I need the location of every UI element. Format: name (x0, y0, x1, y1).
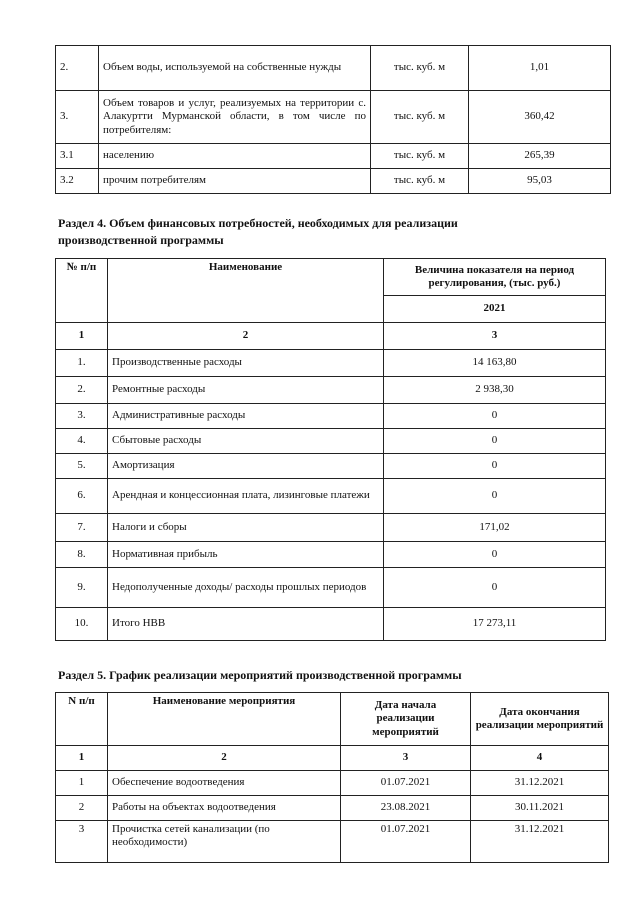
row-value: 1,01 (469, 46, 611, 91)
table-row (56, 514, 606, 542)
row-name: Прочистка сетей канализации (по необходимости) (108, 821, 341, 863)
row-name: Сбытовые расходы (108, 429, 384, 454)
row-name: Производственные расходы (108, 350, 384, 377)
table-row (56, 454, 606, 479)
table-row (56, 479, 606, 514)
row-name: Объем воды, используемой на собственные нужды (99, 46, 371, 91)
row-value: 265,39 (469, 144, 611, 169)
row-name: прочим потребителям (99, 169, 371, 194)
schedule-table (55, 692, 609, 863)
header-value: Величина показателя на период регулирования, (тыс. руб.) (384, 259, 606, 296)
row-value: 0 (384, 454, 606, 479)
row-end-date: 30.11.2021 (471, 796, 609, 821)
section-5-title: Раздел 5. График реализации мероприятий производственной программы (58, 668, 462, 682)
row-number: 2 (56, 796, 108, 821)
row-value: 2 938,30 (384, 377, 606, 404)
row-name: Арендная и концессионная плата, лизинговые платежи (108, 479, 384, 514)
header-num: N п/п (56, 693, 108, 746)
table-row (56, 771, 609, 796)
row-name: Налоги и сборы (108, 514, 384, 542)
row-name: Работы на объектах водоотведения (108, 796, 341, 821)
row-number: 10. (56, 608, 108, 641)
row-unit: тыс. куб. м (371, 91, 469, 144)
header-start: Дата начала реализации мероприятий (341, 693, 471, 746)
row-name: Нормативная прибыль (108, 542, 384, 568)
section-4-title: Раздел 4. Объем финансовых потребностей, необходимых для реализации производственной программы (58, 216, 458, 247)
row-end-date: 31.12.2021 (471, 771, 609, 796)
row-name: населению (99, 144, 371, 169)
table-row (56, 350, 606, 377)
row-number: 3. (56, 404, 108, 429)
row-unit: тыс. куб. м (371, 144, 469, 169)
row-number: 4. (56, 429, 108, 454)
row-number: 1. (56, 350, 108, 377)
row-value: 14 163,80 (384, 350, 606, 377)
table-row (56, 144, 611, 169)
row-number: 2. (56, 46, 99, 91)
row-unit: тыс. куб. м (371, 46, 469, 91)
row-value: 0 (384, 568, 606, 608)
row-start-date: 01.07.2021 (341, 771, 471, 796)
row-value: 95,03 (469, 169, 611, 194)
header-name: Наименование мероприятия (108, 693, 341, 746)
table-row (56, 169, 611, 194)
col-index: 2 (108, 746, 341, 771)
table-row (56, 429, 606, 454)
row-number: 5. (56, 454, 108, 479)
row-value: 17 273,11 (384, 608, 606, 641)
financial-needs-table (55, 258, 606, 641)
row-value: 0 (384, 429, 606, 454)
row-number: 8. (56, 542, 108, 568)
table-row (56, 404, 606, 429)
row-number: 7. (56, 514, 108, 542)
row-number: 1 (56, 771, 108, 796)
row-name: Объем товаров и услуг, реализуемых на территории с. Алакуртти Мурманской области, в том числе по потребителям: (99, 91, 371, 144)
row-unit: тыс. куб. м (371, 169, 469, 194)
table-row (56, 542, 606, 568)
row-name: Ремонтные расходы (108, 377, 384, 404)
row-value: 0 (384, 479, 606, 514)
table-row (56, 91, 611, 144)
col-index: 4 (471, 746, 609, 771)
table-row (56, 608, 606, 641)
col-index: 3 (384, 323, 606, 350)
row-name: Административные расходы (108, 404, 384, 429)
row-number: 2. (56, 377, 108, 404)
table-row (56, 821, 609, 863)
row-number: 3.2 (56, 169, 99, 194)
table-row (56, 796, 609, 821)
row-value: 0 (384, 404, 606, 429)
table-row (56, 568, 606, 608)
row-value: 0 (384, 542, 606, 568)
col-index: 2 (108, 323, 384, 350)
row-number: 9. (56, 568, 108, 608)
header-name: Наименование (108, 259, 384, 323)
row-name: Итого НВВ (108, 608, 384, 641)
row-number: 3 (56, 821, 108, 863)
row-end-date: 31.12.2021 (471, 821, 609, 863)
row-value: 171,02 (384, 514, 606, 542)
row-number: 6. (56, 479, 108, 514)
row-start-date: 23.08.2021 (341, 796, 471, 821)
col-index: 1 (56, 323, 108, 350)
header-num: № п/п (56, 259, 108, 323)
row-start-date: 01.07.2021 (341, 821, 471, 863)
row-name: Амортизация (108, 454, 384, 479)
table-row (56, 377, 606, 404)
row-number: 3. (56, 91, 99, 144)
row-number: 3.1 (56, 144, 99, 169)
row-value: 360,42 (469, 91, 611, 144)
row-name: Обеспечение водоотведения (108, 771, 341, 796)
header-end: Дата окончания реализации мероприятий (471, 693, 609, 746)
volumes-table (55, 45, 611, 194)
table-row (56, 46, 611, 91)
header-year: 2021 (384, 296, 606, 323)
col-index: 3 (341, 746, 471, 771)
col-index: 1 (56, 746, 108, 771)
row-name: Недополученные доходы/ расходы прошлых периодов (108, 568, 384, 608)
